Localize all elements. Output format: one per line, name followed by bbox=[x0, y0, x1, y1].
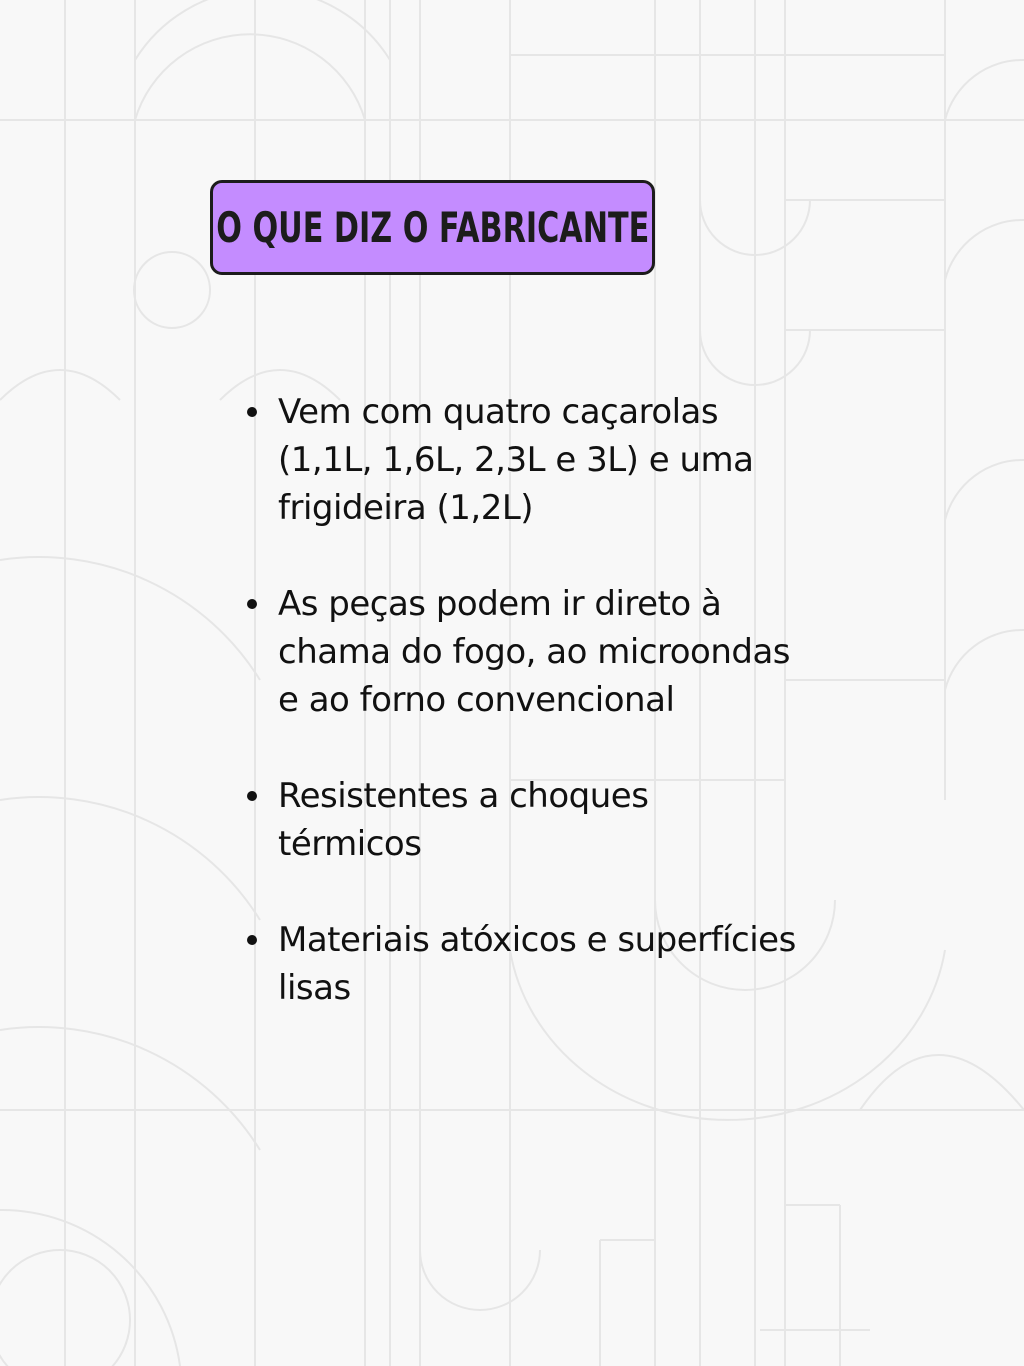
feature-text: As peças podem ir direto à chama do fogo, ao microondas e ao forno convencional bbox=[278, 584, 791, 720]
bullet-dot-icon bbox=[247, 791, 257, 801]
bullet-dot-icon bbox=[247, 935, 257, 945]
feature-text: Materiais atóxicos e superfícies lisas bbox=[278, 920, 796, 1008]
bullet-dot-icon bbox=[247, 599, 257, 609]
list-item bbox=[278, 772, 798, 868]
page-title: O QUE DIZ O FABRICANTE bbox=[215, 203, 650, 252]
list-item bbox=[278, 580, 798, 724]
list-item bbox=[278, 916, 798, 1012]
list-item bbox=[278, 388, 798, 532]
feature-list bbox=[278, 388, 798, 1012]
bullet-dot-icon bbox=[247, 407, 257, 417]
feature-text: Vem com quatro caçarolas (1,1L, 1,6L, 2,3L e 3L) e uma frigideira (1,2L) bbox=[278, 392, 754, 528]
title-badge bbox=[210, 180, 655, 275]
feature-text: Resistentes a choques térmicos bbox=[278, 776, 649, 864]
